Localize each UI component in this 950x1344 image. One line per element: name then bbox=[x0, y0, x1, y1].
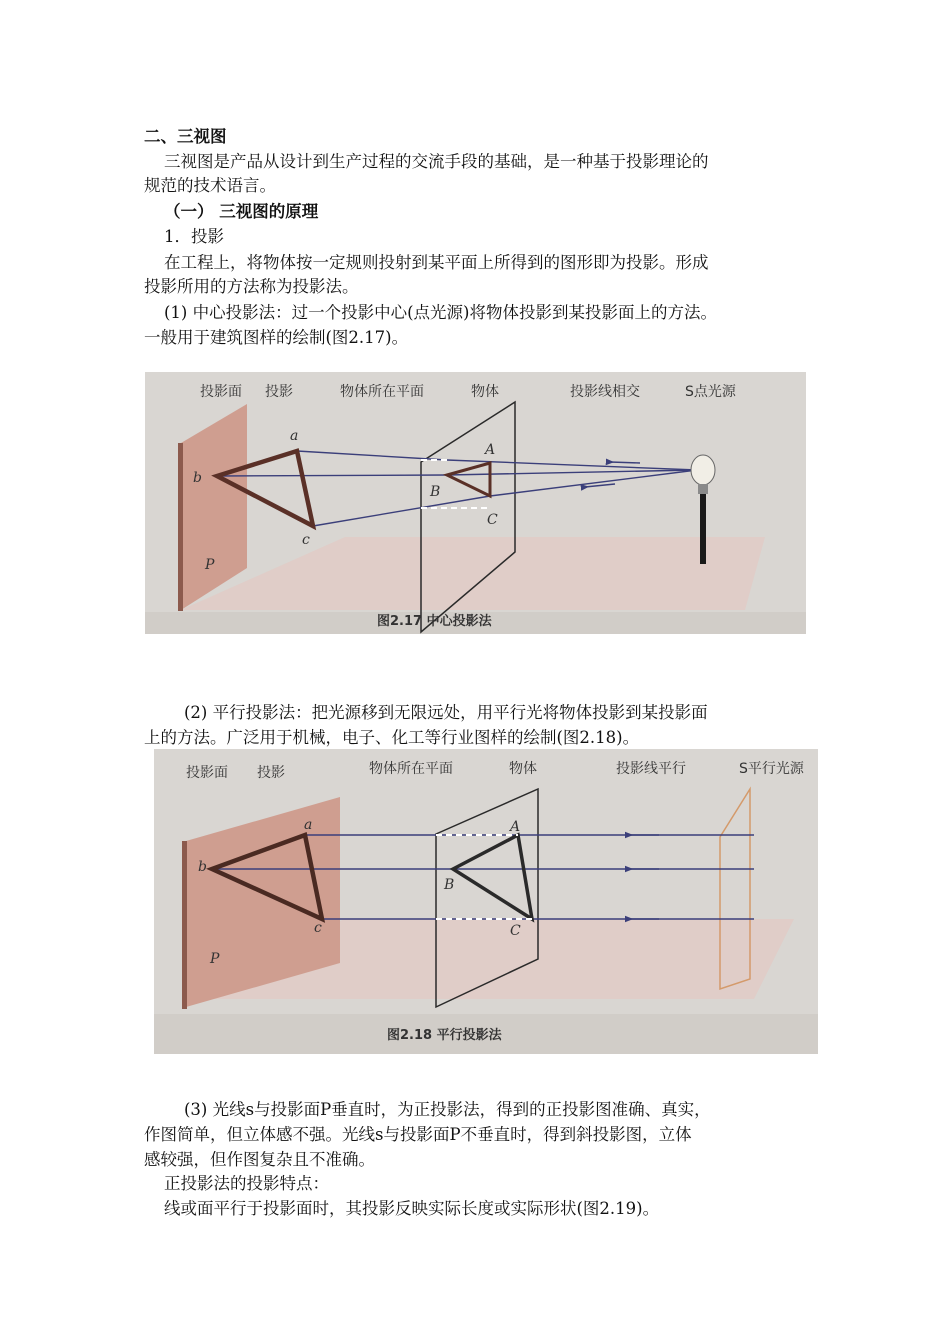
fig2-point-a: a bbox=[304, 817, 313, 833]
fig1-point-A: A bbox=[485, 442, 496, 458]
fig1-label-rays: 投影线相交 bbox=[570, 384, 640, 400]
fig2-label-object-plane: 物体所在平面 bbox=[369, 761, 453, 777]
parallel-line-2: 上的方法。广泛用于机械，电子、化工等行业图样的绘制(图2.18)。 bbox=[144, 728, 640, 747]
projection-def-line-2: 投影所用的方法称为投影法。 bbox=[144, 277, 359, 296]
central-line-1: (1) 中心投影法：过一个投影中心(点光源)将物体投影到某投影面上的方法。 bbox=[164, 303, 717, 322]
orthographic-line-2: 作图简单，但立体感不强。光线s与投影面P不垂直时，得到斜投影图，立体 bbox=[144, 1125, 692, 1144]
orthographic-line-3: 感较强，但作图复杂且不准确。 bbox=[144, 1150, 375, 1169]
orthographic-line-1: (3) 光线s与投影面P垂直时，为正投影法，得到的正投影图准确、真实， bbox=[184, 1100, 711, 1119]
fig1-label-projection-plane: 投影面 bbox=[200, 384, 242, 400]
intro-line-1: 三视图是产品从设计到生产过程的交流手段的基础，是一种基于投影理论的 bbox=[164, 152, 709, 171]
fig2-label-projection: 投影 bbox=[257, 765, 285, 781]
fig2-point-B: B bbox=[444, 877, 455, 893]
fig2-label-object: 物体 bbox=[509, 761, 537, 777]
fig2-label-projection-plane: 投影面 bbox=[186, 765, 228, 781]
figure-central-projection bbox=[145, 372, 806, 634]
fig2-point-P: P bbox=[210, 951, 220, 967]
section-title: 二、三视图 bbox=[144, 127, 227, 146]
parallel-line-1: (2) 平行投影法：把光源移到无限远处，用平行光将物体投影到某投影面 bbox=[184, 703, 708, 722]
fig2-point-b: b bbox=[198, 859, 207, 875]
central-line-2: 一般用于建筑图样的绘制(图2.17)。 bbox=[144, 328, 409, 347]
fig1-caption: 图2.17 中心投影法 bbox=[377, 614, 492, 629]
fig1-point-b: b bbox=[193, 470, 202, 486]
fig1-label-object-plane: 物体所在平面 bbox=[340, 384, 424, 400]
fig1-point-C: C bbox=[487, 512, 498, 528]
fig2-caption: 图2.18 平行投影法 bbox=[387, 1028, 502, 1043]
fig2-label-rays: 投影线平行 bbox=[616, 761, 686, 777]
figure-parallel-projection bbox=[154, 749, 818, 1054]
fig1-label-projection: 投影 bbox=[265, 384, 293, 400]
fig2-label-source: S平行光源 bbox=[739, 761, 804, 777]
ortho-features-title: 正投影法的投影特点： bbox=[164, 1174, 329, 1193]
fig1-label-source: S点光源 bbox=[685, 384, 736, 400]
fig2-point-C: C bbox=[510, 923, 521, 939]
fig1-point-B: B bbox=[430, 484, 441, 500]
projection-def-line-1: 在工程上，将物体按一定规则投射到某平面上所得到的图形即为投影。形成 bbox=[164, 253, 709, 272]
intro-line-2: 规范的技术语言。 bbox=[144, 176, 276, 195]
item1-title: 1．投影 bbox=[164, 227, 224, 246]
fig2-point-A: A bbox=[510, 819, 521, 835]
fig1-point-c: c bbox=[302, 532, 310, 548]
fig1-label-object: 物体 bbox=[471, 384, 499, 400]
subsection-title: （一） 三视图的原理 bbox=[164, 202, 319, 221]
fig2-point-c: c bbox=[314, 920, 322, 936]
fig1-point-P: P bbox=[205, 557, 215, 573]
fig1-point-a: a bbox=[290, 428, 299, 444]
ortho-feature-1: 线或面平行于投影面时，其投影反映实际长度或实际形状(图2.19)。 bbox=[164, 1199, 660, 1218]
